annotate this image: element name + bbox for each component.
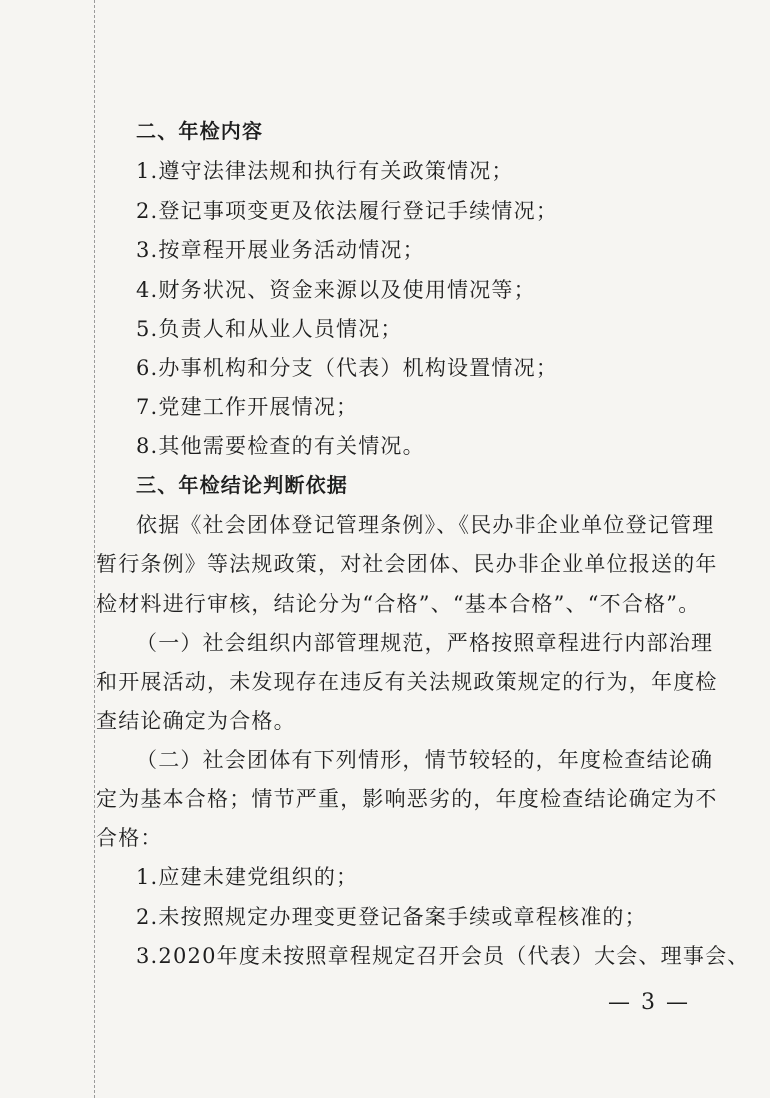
list-item: 2.登记事项变更及依法履行登记手续情况； [136, 199, 559, 223]
list-item: 3.按章程开展业务活动情况； [136, 238, 425, 262]
paragraph-line: 合格： [96, 826, 163, 850]
paragraph-line: 检材料进行审核，结论分为“合格”、“基本合格”、“不合格”。 [96, 592, 701, 616]
paragraph-line: （一）社会组织内部管理规范，严格按照章程进行内部治理 [136, 631, 714, 655]
list-item: 3.2020年度未按照章程规定召开会员（代表）大会、理事会、 [136, 944, 750, 968]
section-heading: 二、年检内容 [136, 119, 264, 143]
list-item: 1.应建未建党组织的； [136, 865, 359, 889]
list-item: 2.未按照规定办理变更登记备案手续或章程核准的； [136, 905, 647, 929]
list-item: 8.其他需要检查的有关情况。 [136, 434, 425, 458]
list-item: 6.办事机构和分支（代表）机构设置情况； [136, 356, 559, 380]
paragraph-line: 定为基本合格；情节严重，影响恶劣的，年度检查结论确定为不 [96, 787, 718, 811]
page-number: — 3 — [608, 990, 690, 1015]
list-item: 1.遵守法律法规和执行有关政策情况； [136, 159, 514, 183]
section-heading: 三、年检结论判断依据 [136, 473, 348, 497]
list-item: 7.党建工作开展情况； [136, 395, 359, 419]
list-item: 4.财务状况、资金来源以及使用情况等； [136, 278, 536, 302]
paragraph-line: 暂行条例》等法规政策，对社会团体、民办非企业单位报送的年 [96, 552, 718, 576]
paragraph-line: 和开展活动，未发现存在违反有关法规政策规定的行为，年度检 [96, 670, 718, 694]
paragraph-line: （二）社会团体有下列情形，情节较轻的，年度检查结论确 [136, 748, 714, 772]
paragraph-line: 查结论确定为合格。 [96, 709, 296, 733]
paragraph-line: 依据《社会团体登记管理条例》、《民办非企业单位登记管理 [136, 513, 715, 537]
list-item: 5.负责人和从业人员情况； [136, 317, 403, 341]
